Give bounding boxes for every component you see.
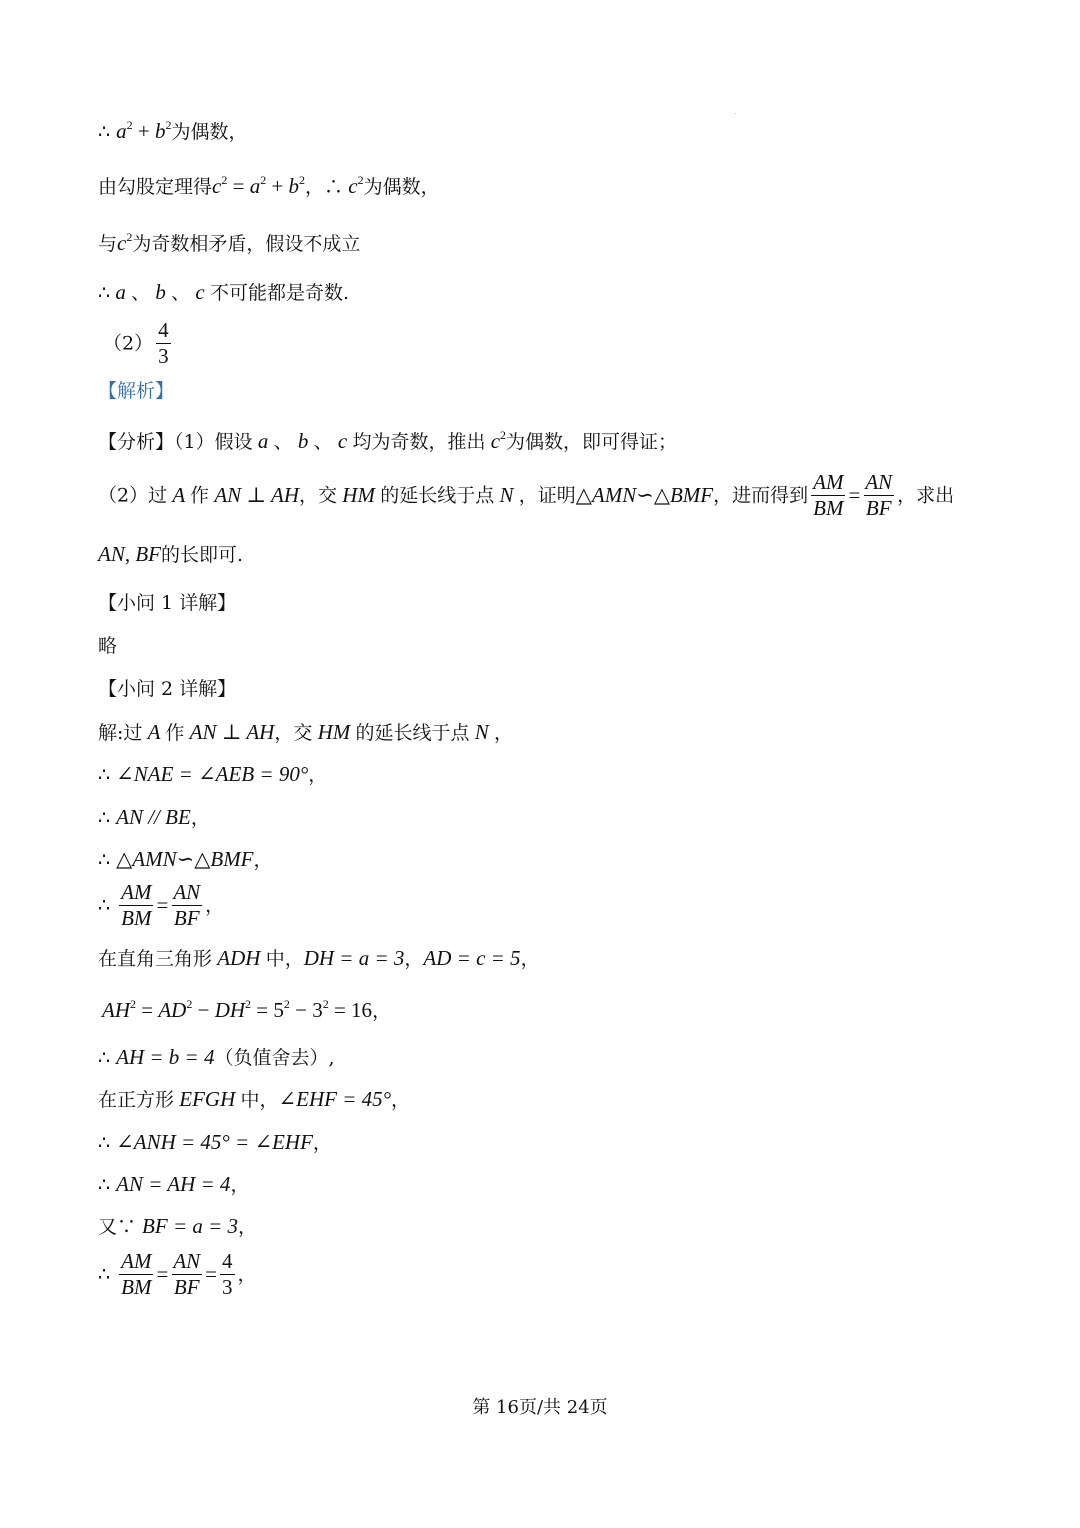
sub2-line-6: 在直角三角形 ADH 中，DH = a = 3，AD = c = 5， <box>98 946 540 970</box>
fraction-answer: $\frac{4}{3}$ <box>158 318 169 369</box>
section-jiexi: 【解析】 <box>98 380 175 402</box>
line-3: 与$c^2$为奇数相矛盾，假设不成立 <box>98 230 361 255</box>
sub2-line-9: 在正方形 EFGH 中，∠EHF = 45°， <box>98 1087 411 1111</box>
sub2-line-10: ∴ ∠ANH = 45° = ∠EHF， <box>98 1130 332 1154</box>
section-sub1: 【小问 1 详解】 <box>98 592 237 614</box>
sub2-line-11: ∴ AN = AH = 4， <box>98 1172 250 1196</box>
sub2-line-5: ∴ $\frac{AM}{BM}$ = $\frac{AN}{BF}$ ， <box>98 880 225 931</box>
line-4: ∴ a 、 b 、 c 不可能都是奇数. <box>98 280 349 304</box>
analysis-line-3: AN, BF的长即可. <box>98 542 244 566</box>
analysis-line-2: （2）过 A 作 AN ⊥ AH，交 HM 的延长线于点 N ，证明△AMN∽△BMF，进而得到 $\frac{AM}{BM}$ = $\frac{AN}{BF}$ ，求出 <box>98 470 955 521</box>
section-sub2: 【小问 2 详解】 <box>98 678 237 700</box>
page-footer: 第 16页/共 24页 <box>472 1397 608 1418</box>
sub2-line-1: 解:过 A 作 AN ⊥ AH，交 HM 的延长线于点 N ， <box>98 720 514 744</box>
line-1: ∴ $a^2 + b^2$为偶数， <box>98 118 248 143</box>
sub1-answer: 略 <box>98 635 118 657</box>
sub2-line-12: 又∵ BF = a = 3， <box>98 1214 258 1238</box>
sub2-line-2: ∴ ∠NAE = ∠AEB = 90°， <box>98 762 328 786</box>
line-5: （2） $\frac{4}{3}$ <box>103 318 169 369</box>
analysis-line-1: 【分析】（1）假设 a 、 b 、 c 均为奇数，推出 $c^2$为偶数，即可得证； <box>98 428 678 453</box>
sub2-line-7: $AH^2 = AD^2 - DH^2 = 5^2 - 3^2 = 16$， <box>102 997 392 1022</box>
sub2-line-3: ∴ AN // BE， <box>98 805 210 829</box>
sub2-line-8: ∴ AH = b = 4（负值舍去）, <box>98 1045 335 1069</box>
sub2-line-4: ∴ △AMN∽△BMF， <box>98 847 273 871</box>
speck <box>735 113 736 114</box>
line-2: 由勾股定理得$c^2 = a^2 + b^2$，∴ $c^2$为偶数， <box>98 173 440 198</box>
sub2-line-13: ∴ $\frac{AM}{BM}$ = $\frac{AN}{BF}$ = $\frac{4}{3}$ ， <box>98 1249 257 1300</box>
